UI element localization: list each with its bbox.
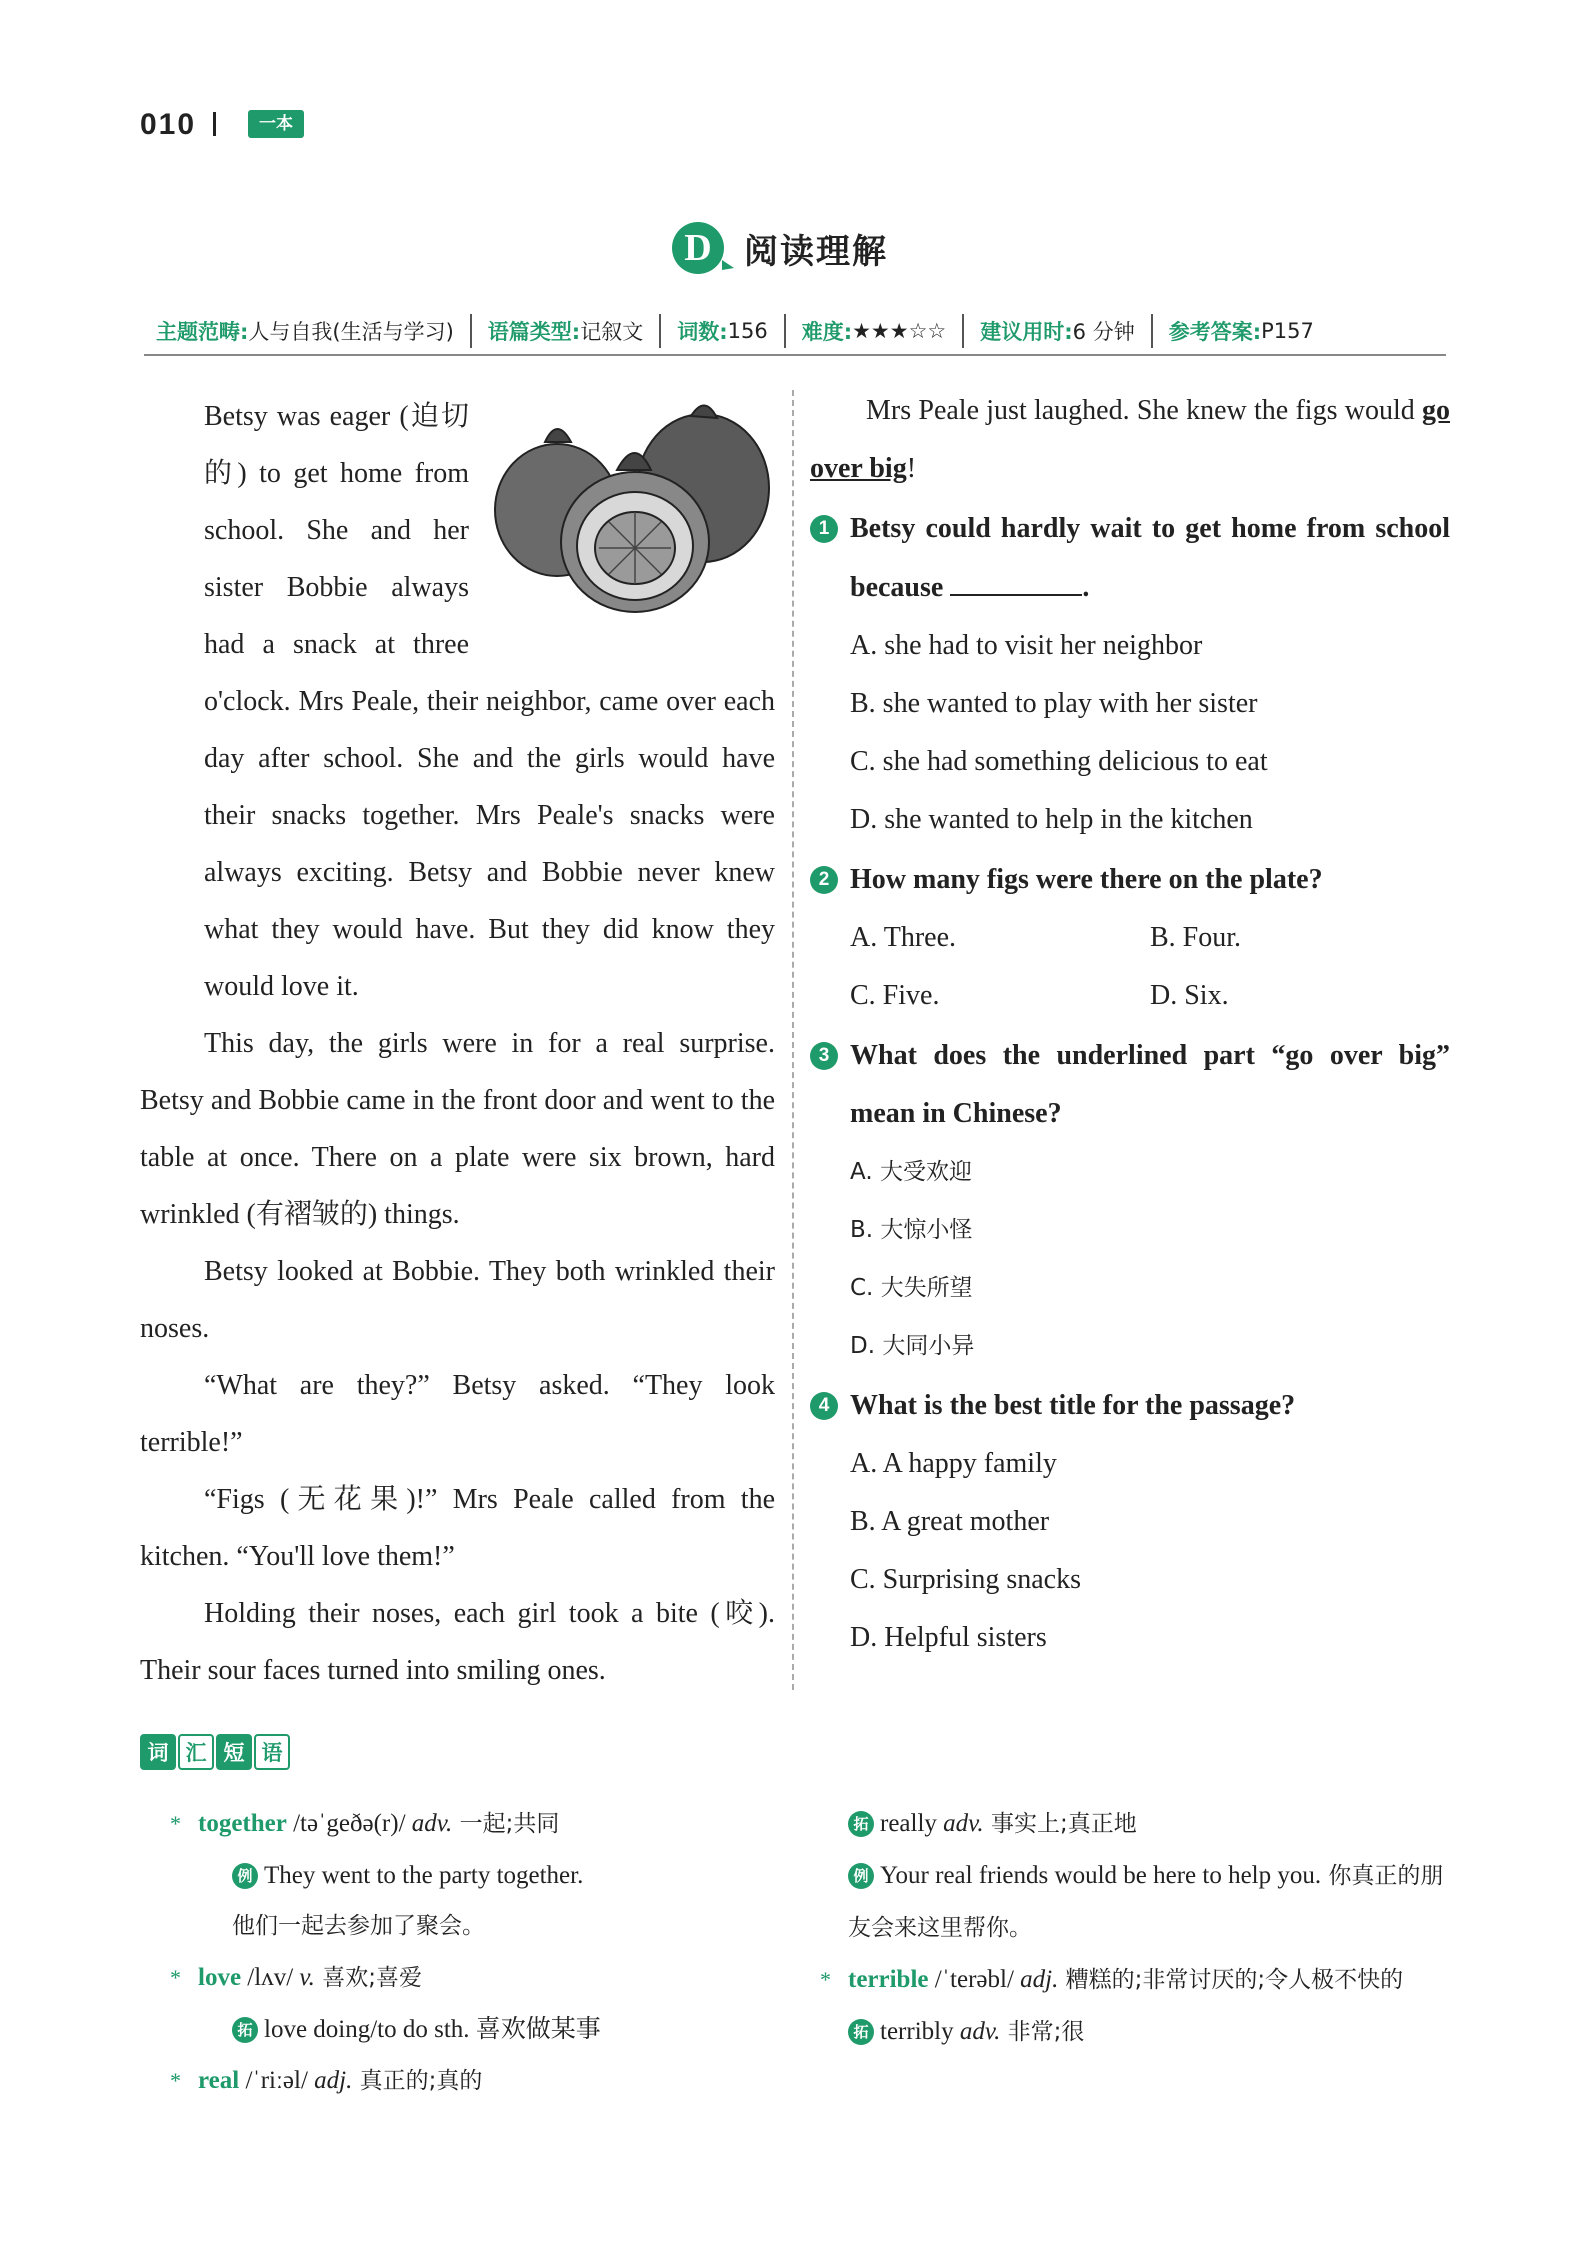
book-tag: 一本 [248,110,304,138]
section-title [672,222,888,274]
header-divider [213,112,216,136]
info-text-type: 语篇类型: 记叙文 [472,314,661,348]
questions-column [810,382,1450,1667]
question-text: What does the underlined part “go over big” mean in Chinese? [850,1040,1450,1129]
star-icon: * [170,2068,181,2093]
passage-column [140,388,775,1699]
question-2-option-d: D. Six. [1150,980,1229,1011]
vocab-entry-together: * together /təˈgeðə(r)/ adv. 一起;共同 [198,1798,758,1850]
column-divider [792,390,794,1690]
question-2 [810,851,1450,909]
section-heading: 阅读理解 [744,231,888,272]
underlined-phrase: go over big [810,395,1450,484]
star-icon: * [820,1967,831,1992]
passage-paragraph-3: Betsy looked at Bobbie. They both wrinkled their noses. [140,1256,775,1344]
example-icon: 例 [232,1863,258,1889]
question-1 [810,500,1450,617]
question-text: What is the best title for the passage? [850,1390,1296,1421]
example-icon: 例 [848,1863,874,1889]
question-2-options-row-2 [810,967,1450,1025]
vocab-column-right [820,1798,1448,2058]
question-4-option-b: B. A great mother [850,1506,1050,1537]
info-suggested-time: 建议用时: 6 分钟 [964,314,1152,348]
info-word-count: 词数: 156 [661,314,786,348]
star-icon: * [170,1965,181,1990]
question-number: 4 [810,1392,838,1420]
question-number: 1 [810,515,838,543]
question-2-option-a: A. Three. [850,922,956,953]
vocab-entry-terrible: * terrible /ˈterəbl/ adj. 糟糕的;非常讨厌的;令人极不快的 [848,1954,1448,2006]
star-icon: * [170,1811,181,1836]
question-1-option-a: A. she had to visit her neighbor [850,630,1203,661]
question-3-option-a: A. 大受欢迎 [850,1159,972,1185]
vocab-example-real: 例 Your real friends would be here to help you. 你真正的朋友会来这里帮你。 [848,1862,1444,1941]
passage-paragraph-1: Betsy was eager (迫切的) to get home from school. She and her sister Bobbie always had a snack at three o'clock. Mrs Peale, their neighbor, came over each day after school. She and the girls would have their snacks together. Mrs Peale's snacks were always exciting. Betsy and Bobbie never knew what they would have. But they did know they would love it. [204,401,775,1002]
question-3-option-b: B. 大惊小怪 [850,1217,973,1243]
question-number: 3 [810,1042,838,1070]
vocab-example-translation: 他们一起去参加了聚会。 [232,1913,485,1939]
vocab-extend-real: 拓 really adv. 事实上;真正地 [848,1798,1448,1850]
answer-blank [950,558,1082,596]
info-bar [144,308,1446,356]
extend-icon: 拓 [848,2019,874,2045]
vocab-heading-char: 词 [140,1734,176,1770]
info-difficulty: 难度: ★★★☆☆ [786,314,965,348]
question-2-option-c: C. Five. [850,980,940,1011]
question-number: 2 [810,866,838,894]
question-4-option-c: C. Surprising snacks [850,1564,1081,1595]
vocab-heading [140,1734,290,1770]
vocab-extend-love: 拓 love doing/to do sth. 喜欢做某事 [198,2004,758,2055]
passage-paragraph-7: Mrs Peale just laughed. She knew the figs would go over big! [810,395,1450,484]
vocab-entry-real: * real /ˈriːəl/ adj. 真正的;真的 [198,2055,758,2107]
vocab-heading-char: 语 [254,1734,290,1770]
extend-icon: 拓 [232,2017,258,2043]
section-badge: D [672,222,724,274]
question-3-option-c: C. 大失所望 [850,1275,973,1301]
question-3 [810,1027,1450,1143]
info-theme: 主题范畴: 人与自我(生活与学习) [144,314,472,348]
question-2-options-row-1 [810,909,1450,967]
extend-icon: 拓 [848,1811,874,1837]
vocab-heading-char: 汇 [178,1734,214,1770]
info-answer-ref: 参考答案: P157 [1168,319,1314,344]
question-4-option-a: A. A happy family [850,1448,1057,1479]
question-3-option-d: D. 大同小异 [850,1333,975,1359]
passage-paragraph-2: This day, the girls were in for a real surprise. Betsy and Bobbie came in the front door and went to the table at once. There on a plate were six brown, hard wrinkled (有褶皱的) things. [140,1028,775,1230]
page-number: 010 [140,108,197,141]
question-2-option-b: B. Four. [1150,922,1242,953]
vocab-extend-terrible: 拓 terribly adv. 非常;很 [848,2006,1448,2058]
question-1-option-b: B. she wanted to play with her sister [850,688,1258,719]
question-1-option-c: C. she had something delicious to eat [850,746,1268,777]
passage-paragraph-6: Holding their noses, each girl took a bite (咬). Their sour faces turned into smiling ones. [140,1598,775,1686]
question-text: Betsy could hardly wait to get home from school because . [850,513,1450,603]
vocab-entry-love: * love /lʌv/ v. 喜欢;喜爱 [198,1952,758,2004]
question-4-option-d: D. Helpful sisters [850,1622,1047,1653]
question-text: How many figs were there on the plate? [850,864,1323,895]
vocab-column-left [170,1798,758,2107]
passage-paragraph-4: “What are they?” Betsy asked. “They look terrible!” [140,1370,775,1458]
question-4 [810,1377,1450,1435]
figs-illustration [485,392,775,616]
vocab-heading-char: 短 [216,1734,252,1770]
passage-paragraph-5: “Figs (无花果)!” Mrs Peale called from the kitchen. “You'll love them!” [140,1484,775,1572]
question-1-option-d: D. she wanted to help in the kitchen [850,804,1253,835]
vocab-example-together: 例 They went to the party together. [198,1850,758,1901]
